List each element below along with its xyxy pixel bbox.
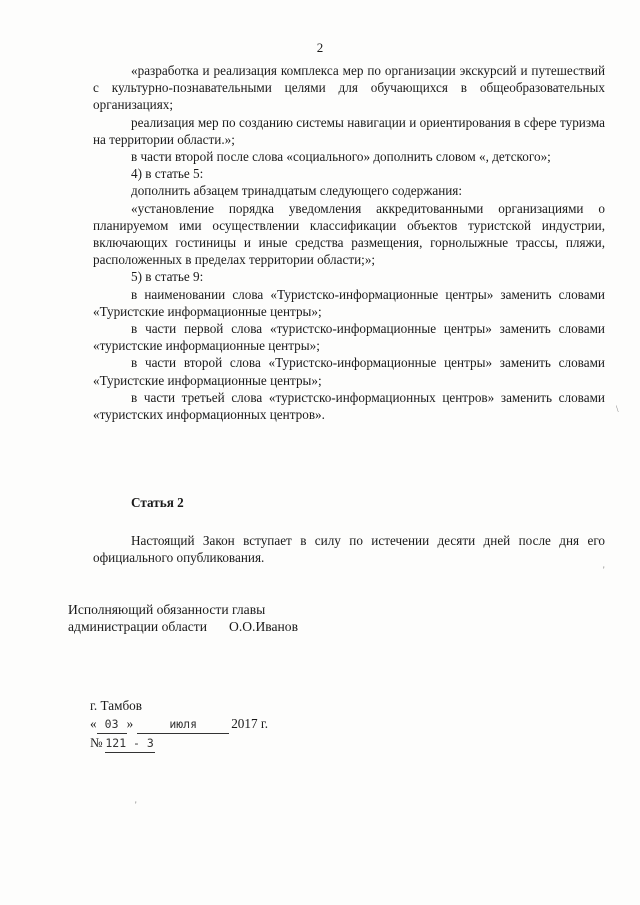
place-date-block — [90, 697, 268, 753]
scan-mark: ' — [135, 800, 137, 810]
signer-title-line2 — [68, 618, 298, 635]
final-section — [93, 532, 605, 566]
page-number: 2 — [316, 40, 324, 55]
signer-name: О.О.Иванов — [229, 619, 299, 634]
signer-title: администрации области — [68, 619, 208, 634]
date-line — [90, 715, 268, 734]
number-line — [90, 734, 268, 753]
paragraph: в части третьей слова «туристско-информационных центров» заменить словами «туристских информационных центров». — [93, 389, 605, 423]
final-paragraph: Настоящий Закон вступает в силу по истечении десяти дней после дня его официального опубликования. — [93, 533, 605, 566]
scan-mark: ' — [603, 565, 605, 575]
paragraph: в части второй после слова «социального» дополнить словом «, детского»; — [131, 149, 551, 165]
paragraph: реализация мер по созданию системы навигации и ориентирования в сфере туризма на территории области.»; — [93, 114, 605, 147]
document-body — [93, 62, 605, 423]
signature-block — [68, 601, 298, 635]
paragraph: «разработка и реализация комплекса мер по организации экскурсий и путешествий с культурно-познавательными целями для обучающихся в общеобразовательных организациях; — [93, 63, 605, 113]
article-heading: Статья 2 — [131, 495, 184, 510]
date-open-quote: « — [90, 716, 97, 731]
paragraph: дополнить абзацем тринадцатым следующего содержания: — [131, 183, 463, 199]
date-day: 03 — [97, 715, 127, 734]
signer-title-line1: Исполняющий обязанности главы — [68, 602, 266, 617]
paragraph: в наименовании слова «Туристско-информационные центры» заменить словами «Туристские информационные центры»; — [93, 286, 605, 319]
date-year: 2017 г. — [231, 716, 269, 731]
scan-mark: \ — [616, 404, 619, 414]
paragraph: в части первой слова «туристско-информационные центры» заменить словами «туристские информационные центры»; — [93, 321, 605, 354]
paragraph: в части второй слова «Туристско-информационные центры» заменить словами «Туристские информационные центры»; — [93, 355, 605, 388]
place: г. Тамбов — [90, 698, 142, 713]
document-number: 121 - З — [105, 734, 155, 753]
paragraph: 4) в статье 5: — [131, 166, 204, 182]
number-prefix: № — [90, 735, 103, 750]
paragraph: 5) в статье 9: — [131, 269, 204, 285]
paragraph: «установление порядка уведомления аккредитованными организациями о планируемом ими осуществлении классификации объектов туристской индустрии, включающих гостиницы и иные средства размещения, горнолыжные трассы, пляжи, расположенных в пределах территории области;»; — [93, 200, 605, 268]
date-month: июля — [137, 715, 229, 734]
date-close-quote: » — [126, 716, 134, 731]
